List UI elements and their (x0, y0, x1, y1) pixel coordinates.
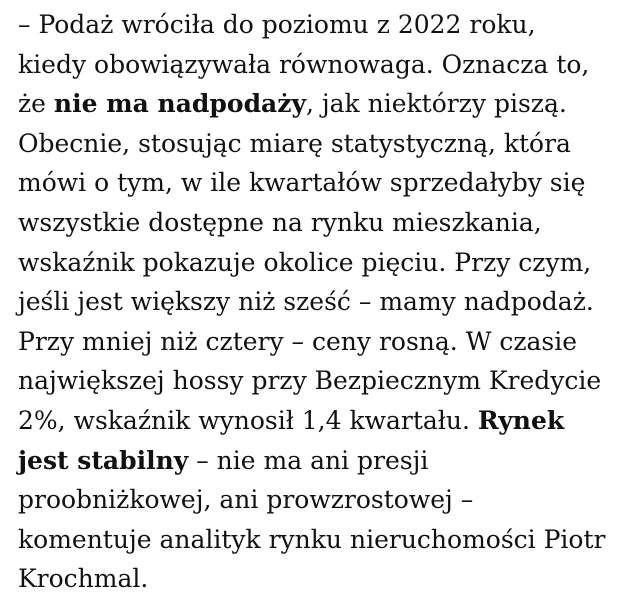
text-line: – Podaż wróciła do poziomu z 2022 roku, (18, 10, 536, 39)
text-segment: , jak niektórzy piszą. (305, 89, 567, 119)
text-line: mówi o tym, w ile kwartałów sprzedałyby się (18, 168, 586, 198)
text-segment: – nie ma ani presji (188, 445, 429, 475)
text-line: jeśli jest większy niż sześć – mamy nadpodaż. (18, 287, 594, 317)
text-line: Przy mniej niż cztery – ceny rosną. W czasie (18, 326, 578, 356)
bold-emphasis: Rynek (477, 405, 565, 435)
article-paragraph (18, 5, 618, 599)
text-line: proobniżkowej, ani prowzrostowej – (18, 485, 474, 515)
bold-emphasis: jest stabilny (18, 445, 189, 475)
text-line: kiedy obowiązywała równowaga. Oznacza to, (18, 49, 590, 79)
text-line: komentuje analityk rynku nieruchomości Piotr (18, 524, 606, 554)
text-line: największej hossy przy Bezpiecznym Kredycie (18, 366, 602, 396)
text-segment: 2%, wskaźnik wynosił 1,4 kwartału. (18, 405, 478, 435)
text-line: Obecnie, stosując miarę statystyczną, która (18, 128, 571, 158)
text-line: wskaźnik pokazuje okolice pięciu. Przy czym, (18, 247, 592, 277)
bold-emphasis: nie ma nadpodaży (53, 89, 306, 119)
text-line (18, 401, 618, 441)
text-line: Krochmal. (18, 564, 149, 594)
text-line: wszystkie dostępne na rynku mieszkania, (18, 207, 542, 237)
text-line (18, 441, 618, 481)
text-segment: że (18, 89, 54, 119)
text-line (18, 84, 618, 124)
